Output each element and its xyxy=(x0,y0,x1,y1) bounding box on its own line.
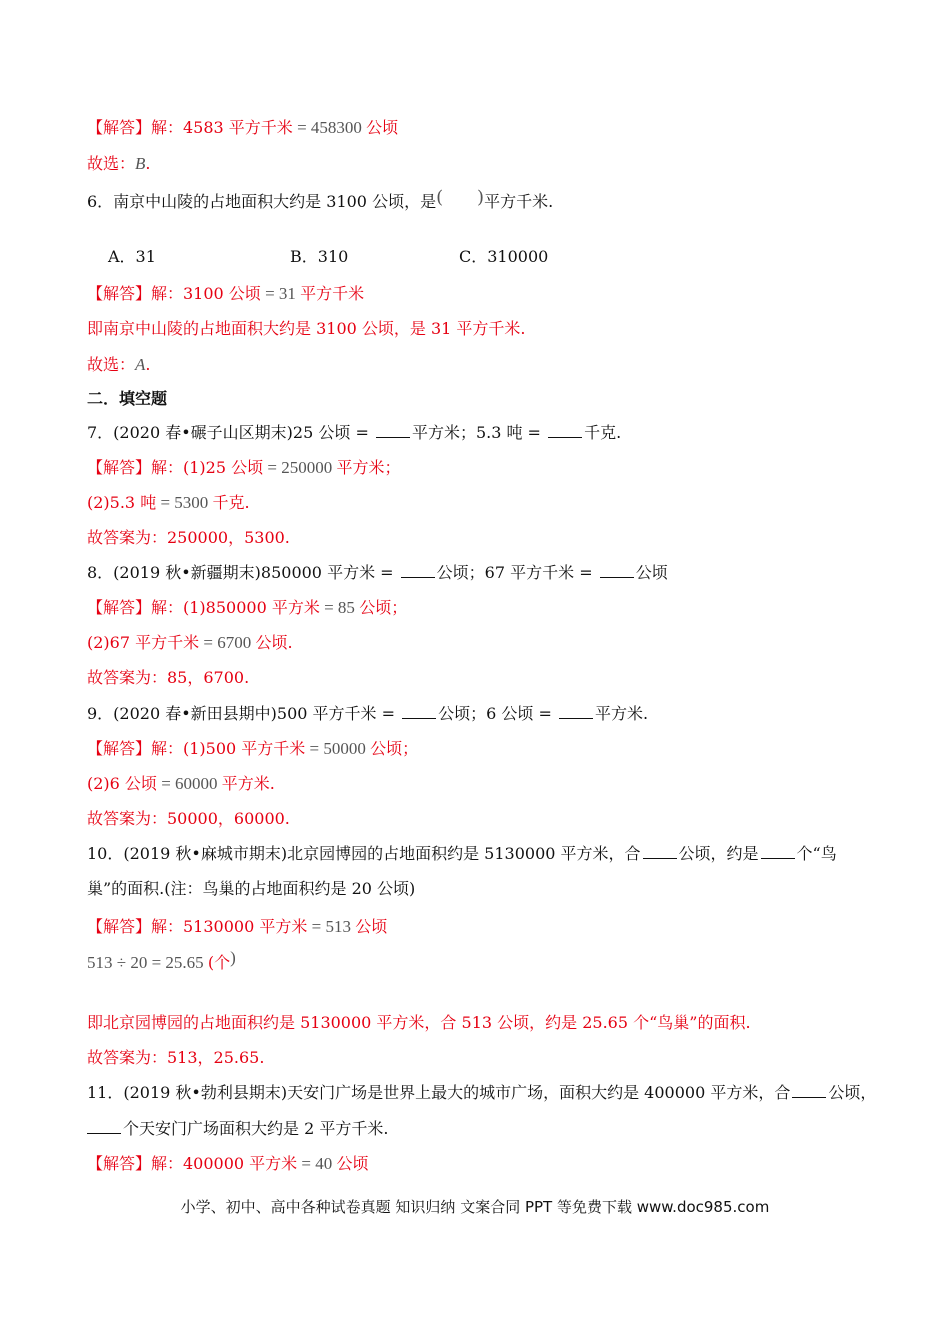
answer-11: 【解答】解：400000 平方米 = 40 公顷 xyxy=(87,1154,369,1173)
question-7: 7．(2020 春•碾子山区期末)25 公顷 = 平方米；5.3 吨 = 千克. xyxy=(87,423,622,442)
question-6: 6．南京中山陵的占地面积大约是 3100 公顷，是( ) 平方千米. xyxy=(87,187,554,211)
answer-paren: ( ) xyxy=(436,187,485,208)
answer-7-2: (2)5.3 吨 = 5300 千克. xyxy=(87,493,250,512)
blank xyxy=(87,1119,121,1134)
answer-8-1: 【解答】解：(1)850000 平方米 = 85 公顷； xyxy=(87,598,408,617)
choice-line-6: 故选：A. xyxy=(87,355,151,374)
question-11: 11．(2019 秋•勃利县期末)天安门广场是世界上最大的城市广场，面积大约是 400000 平方米，合 公顷， xyxy=(87,1083,877,1102)
answer-10-final: 故答案为：513，25.65. xyxy=(87,1048,265,1067)
blank xyxy=(402,704,436,719)
answer-7-1: 【解答】解：(1)25 公顷 = 250000 平方米； xyxy=(87,458,401,477)
blank xyxy=(600,563,634,578)
answer-10-2: 513 ÷ 20 = 25.65 (个) xyxy=(87,948,236,972)
answer-9-1: 【解答】解：(1)500 平方千米 = 50000 公顷； xyxy=(87,739,419,758)
page-footer: 小学、初中、高中各种试卷真题 知识归纳 文案合同 PPT 等免费下载 www.doc985.com xyxy=(180,1198,770,1216)
answer-line-6-explain: 即南京中山陵的占地面积大约是 3100 公顷，是 31 平方千米. xyxy=(87,319,526,338)
answer-8-final: 故答案为：85，6700. xyxy=(87,668,250,687)
option-a: A．31 xyxy=(108,247,156,266)
blank xyxy=(548,423,582,438)
answer-10-1: 【解答】解：5130000 平方米 = 513 公顷 xyxy=(87,917,388,936)
blank xyxy=(401,563,435,578)
blank xyxy=(559,704,593,719)
answer-10-3: 即北京园博园的占地面积约是 5130000 平方米，合 513 公顷，约是 25.65 个“鸟巢”的面积. xyxy=(87,1013,751,1032)
option-c: C．310000 xyxy=(459,247,549,266)
question-9: 9．(2020 春•新田县期中)500 平方千米 = 公顷；6 公顷 = 平方米. xyxy=(87,704,649,723)
answer-line-5: 【解答】解：4583 平方千米 = 458300 公顷 xyxy=(87,118,399,137)
blank xyxy=(643,844,677,859)
answer-9-final: 故答案为：50000，60000. xyxy=(87,809,290,828)
answer-8-2: (2)67 平方千米 = 6700 公顷. xyxy=(87,633,293,652)
question-10-line2: 巢”的面积.(注：鸟巢的占地面积约是 20 公顷) xyxy=(87,879,416,898)
option-b: B．310 xyxy=(290,247,349,266)
question-11-line2: 个天安门广场面积大约是 2 平方千米. xyxy=(87,1118,388,1140)
question-8: 8．(2019 秋•新疆期末)850000 平方米 = 公顷；67 平方千米 = 公顷 xyxy=(87,563,668,582)
choice-line-5: 故选：B. xyxy=(87,154,151,173)
answer-9-2: (2)6 公顷 = 60000 平方米. xyxy=(87,774,275,793)
blank xyxy=(792,1083,826,1098)
question-10: 10．(2019 秋•麻城市期末)北京园博园的占地面积约是 5130000 平方米，合 公顷，约是 个“鸟 xyxy=(87,844,837,863)
answer-7-final: 故答案为：250000，5300. xyxy=(87,528,290,547)
answer-line-6: 【解答】解：3100 公顷 = 31 平方千米 xyxy=(87,284,365,303)
section-title: 二．填空题 xyxy=(87,389,168,408)
blank xyxy=(376,423,410,438)
blank xyxy=(761,844,795,859)
